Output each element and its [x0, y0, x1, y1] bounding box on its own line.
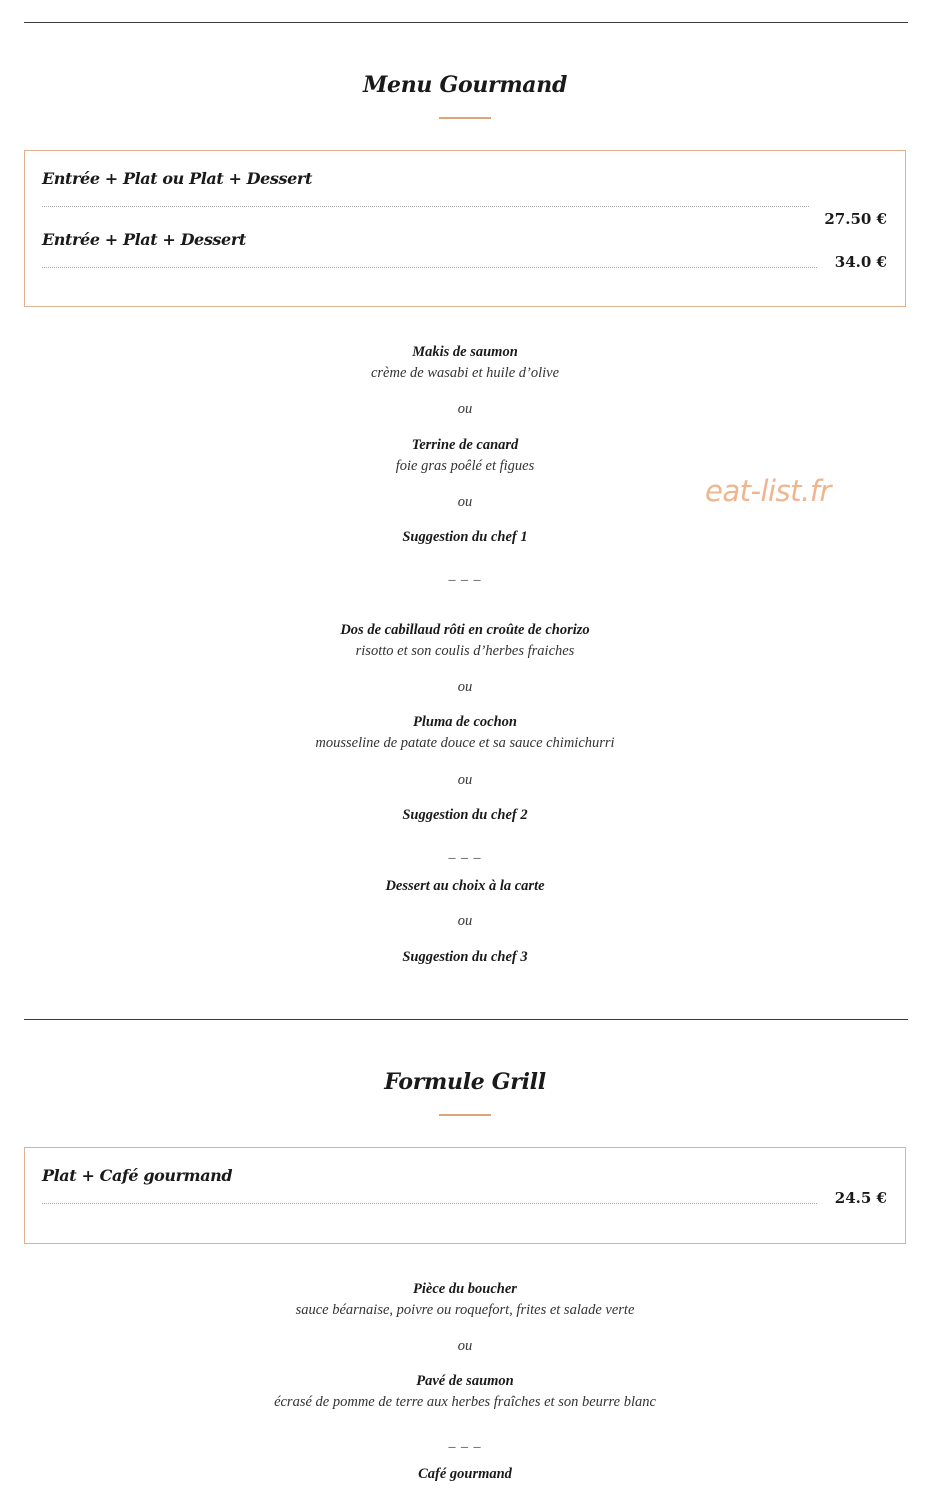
menu-item: [0, 1464, 930, 1484]
or-connector: ou: [457, 679, 473, 695]
formula-price: 27.50 €: [824, 210, 887, 228]
dish-name: Pluma de cochon: [413, 714, 517, 730]
dotted-leader: [42, 206, 809, 207]
dish-name: Pièce du boucher: [413, 1281, 517, 1297]
dish-description: foie gras poêlé et figues: [395, 458, 535, 474]
formula-row: [42, 230, 887, 270]
menu-item: [0, 620, 930, 662]
dish-name: Dos de cabillaud rôti en croûte de chorizo: [340, 622, 590, 638]
price-box-menu-gourmand: [24, 150, 906, 307]
or-connector: ou: [457, 913, 473, 929]
or-connector: ou: [457, 1338, 473, 1354]
dish-description: crème de wasabi et huile d’olive: [370, 365, 560, 381]
or-connector: ou: [457, 494, 473, 510]
section-divider: [24, 1019, 908, 1020]
section-title-menu-gourmand: Menu Gourmand: [362, 72, 568, 98]
watermark-logo: eat-list.fr: [705, 474, 831, 508]
formula-name: Plat + Café gourmand: [42, 1166, 233, 1185]
formula-price: 24.5 €: [834, 1189, 887, 1207]
dish-name: Pavé de saumon: [416, 1373, 514, 1389]
formula-name: Entrée + Plat + Dessert: [42, 230, 246, 249]
or-connector: ou: [457, 401, 473, 417]
menu-item: [0, 435, 930, 477]
dotted-leader: [42, 1203, 817, 1204]
dish-name: Suggestion du chef 2: [402, 807, 528, 823]
menu-item: [0, 712, 930, 754]
title-accent-line: [439, 1114, 491, 1116]
dish-name: Terrine de canard: [411, 437, 519, 453]
dish-description: risotto et son coulis d’herbes fraiches: [355, 643, 575, 659]
formula-price: 34.0 €: [834, 253, 887, 271]
price-box-formule-grill: [24, 1147, 906, 1244]
menu-item: [0, 527, 930, 547]
menu-item: [0, 947, 930, 967]
formula-row: [42, 1166, 887, 1206]
title-accent-line: [439, 117, 491, 119]
dish-name: Dessert au choix à la carte: [385, 878, 545, 894]
dish-name: Makis de saumon: [412, 344, 518, 360]
dish-description: mousseline de patate douce et sa sauce chimichurri: [315, 735, 615, 751]
dish-name: Suggestion du chef 3: [402, 949, 528, 965]
menu-item: [0, 1279, 930, 1321]
menu-item: [0, 342, 930, 384]
top-divider: [24, 22, 908, 23]
formula-name: Entrée + Plat ou Plat + Dessert: [42, 169, 312, 188]
menu-item: [0, 805, 930, 825]
course-separator: _ _ _: [448, 568, 482, 583]
dotted-leader: [42, 267, 817, 268]
dish-name: Suggestion du chef 1: [402, 529, 528, 545]
dish-description: écrasé de pomme de terre aux herbes fraîches et son beurre blanc: [274, 1394, 656, 1410]
dish-description: sauce béarnaise, poivre ou roquefort, frites et salade verte: [295, 1302, 635, 1318]
dish-name: Café gourmand: [418, 1466, 512, 1482]
course-separator: _ _ _: [448, 846, 482, 861]
menu-item: [0, 876, 930, 896]
course-separator: _ _ _: [448, 1435, 482, 1450]
formula-row: [42, 169, 887, 228]
menu-item: [0, 1371, 930, 1413]
section-title-formule-grill: Formule Grill: [384, 1069, 546, 1095]
or-connector: ou: [457, 772, 473, 788]
